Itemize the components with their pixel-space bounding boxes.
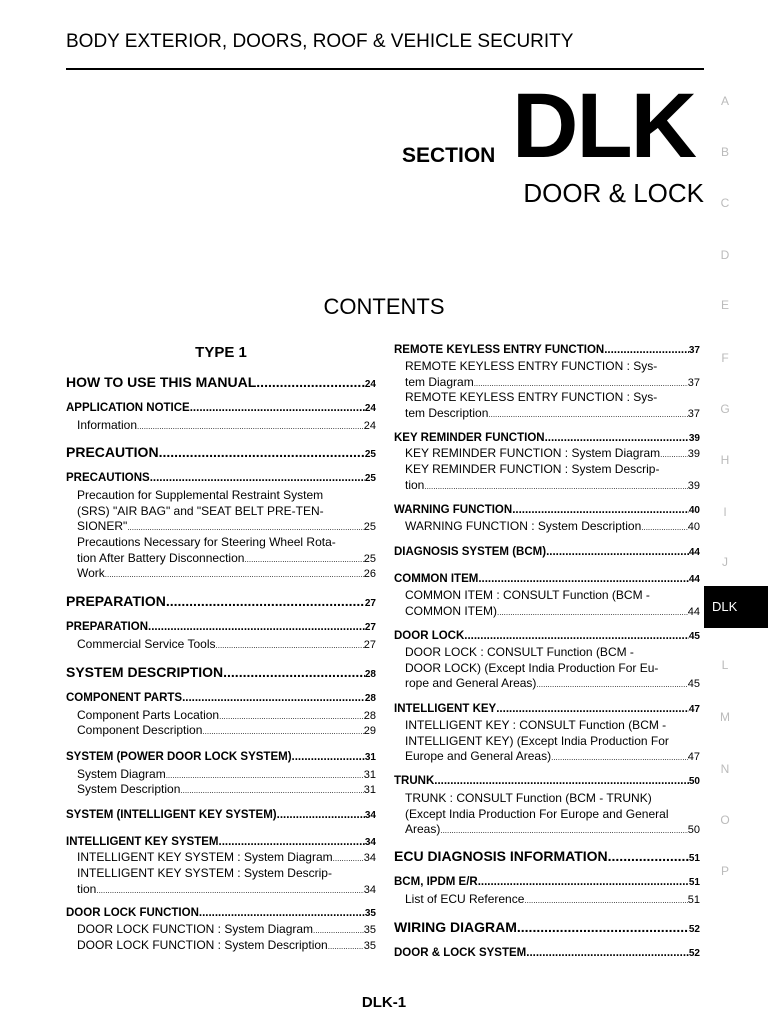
section-word: SECTION [402,144,496,167]
toc-entry[interactable] [66,938,376,955]
toc-entry[interactable] [394,892,700,909]
toc-leader-dots [434,775,689,787]
toc-page-number: 27 [364,598,376,609]
toc-entry[interactable] [394,344,700,356]
toc-entry-title: Work [77,566,105,580]
section-index-letter[interactable]: M [720,710,730,724]
toc-entry[interactable] [66,566,376,583]
toc-page-number: 40 [688,505,700,516]
toc-leader-dots [545,432,689,444]
toc-entry[interactable] [394,718,700,766]
toc-leader-dots [517,919,689,935]
toc-entry-wrap-line: COMMON ITEM : CONSULT Function (BCM - [405,588,650,602]
toc-entry[interactable] [394,546,700,558]
section-index-letter[interactable]: D [720,248,730,262]
toc-page-number: 44 [688,574,700,585]
toc-page-number: 31 [363,769,376,781]
toc-leader-dots [660,446,688,463]
toc-page-number: 34 [363,852,376,864]
toc-entry[interactable] [394,947,700,959]
toc-entry[interactable] [394,446,700,463]
toc-leader-dots [216,637,364,654]
toc-entry-title: WIRING DIAGRAM [394,919,517,935]
section-index-letter[interactable]: J [722,555,728,569]
toc-entry[interactable] [394,390,700,422]
toc-entry-title: DOOR LOCK FUNCTION : System Description [77,938,328,952]
toc-page-number: 35 [364,908,376,919]
toc-entry-wrap-line: (SRS) "AIR BAG" and "SEAT BELT PRE-TEN- [77,503,324,518]
toc-entry-title: SYSTEM (POWER DOOR LOCK SYSTEM) [66,751,292,763]
toc-entry-title: PREPARATION [66,621,148,633]
toc-page-number: 50 [687,824,700,836]
toc-entry[interactable] [66,418,376,435]
toc-entry-title: KEY REMINDER FUNCTION [394,432,545,444]
toc-entry[interactable] [66,637,376,654]
toc-entry-title: COMPONENT PARTS [66,692,183,704]
toc-entry-title: PRECAUTION [66,444,159,460]
toc-entry-title: WARNING FUNCTION [394,504,513,516]
toc-entry-title: tion [405,477,425,492]
toc-entry-title: Areas) [405,822,441,836]
toc-page-number: 39 [687,448,700,460]
toc-leader-dots [604,344,689,356]
toc-entry[interactable] [66,907,376,919]
toc-page-number: 28 [363,710,376,722]
toc-entry-title: DOOR & LOCK SYSTEM [394,947,527,959]
toc-entry[interactable] [394,432,700,444]
toc-leader-dots [497,604,688,621]
toc-entry-wrap-line: Precautions Necessary for Steering Wheel Rota- [77,535,336,549]
toc-leader-dots [190,402,365,414]
toc-entry-title: INTELLIGENT KEY SYSTEM : System Diagram [77,850,333,864]
section-index-letter[interactable]: H [720,453,730,467]
toc-page-number: 51 [688,853,700,864]
toc-entry[interactable] [66,488,376,536]
toc-leader-dots [488,406,687,423]
toc-leader-dots [182,692,365,704]
toc-entry-title: ECU DIAGNOSIS INFORMATION [394,848,608,864]
toc-entry-title: rope and General Areas) [405,676,537,690]
toc-page-number: 51 [687,894,700,906]
toc-entry[interactable] [394,775,700,787]
toc-leader-dots [277,809,365,821]
toc-entry[interactable] [394,919,700,935]
section-index-letter[interactable]: F [721,351,729,365]
toc-leader-dots [244,551,363,568]
section-subtitle: DOOR & LOCK [523,178,704,208]
toc-entry[interactable] [66,472,376,484]
toc-entry[interactable] [66,809,376,821]
toc-entry-title: SYSTEM (INTELLIGENT KEY SYSTEM) [66,809,277,821]
toc-leader-dots [524,892,687,909]
toc-entry-title: SIONER" [77,519,128,533]
toc-leader-dots [137,418,364,435]
toc-page-number: 24 [364,403,376,414]
toc-leader-dots [292,751,365,763]
toc-entry-title: tem Diagram [405,374,474,389]
type-label: TYPE 1 [195,344,247,361]
toc-entry[interactable] [66,751,376,763]
toc-entry-title: REMOTE KEYLESS ENTRY FUNCTION [394,344,605,356]
toc-page-number: 31 [363,784,376,796]
toc-entry-title: DOOR LOCK FUNCTION [66,907,199,919]
toc-page-number: 35 [363,924,376,936]
toc-entry-title: Component Parts Location [77,708,220,722]
toc-page-number: 47 [688,704,700,715]
toc-page-number: 39 [688,433,700,444]
toc-entry-wrap-line: INTELLIGENT KEY SYSTEM : System Descrip- [77,866,332,880]
toc-entry[interactable] [66,692,376,704]
section-index-letter[interactable]: G [720,402,730,416]
section-index-letter[interactable]: I [723,505,727,519]
toc-leader-dots [424,478,687,495]
toc-page-number: 25 [364,473,376,484]
header-divider [66,68,704,70]
toc-page-number: 25 [364,449,376,460]
toc-entry-title: System Diagram [77,767,166,781]
toc-leader-dots [464,630,689,642]
toc-entry-title: tion After Battery Disconnection [77,550,245,565]
toc-entry[interactable] [66,723,376,740]
toc-entry[interactable] [394,588,700,620]
toc-entry[interactable] [66,782,376,799]
toc-entry-title: COMMON ITEM) [405,603,497,618]
toc-entry[interactable] [66,850,376,867]
toc-entry-wrap-line: DOOR LOCK : CONSULT Function (BCM - [405,645,634,659]
toc-page-number: 45 [687,678,700,690]
toc-leader-dots [105,566,364,583]
toc-page-number: 37 [687,376,700,389]
toc-entry-title: WARNING FUNCTION : System Description [405,519,642,533]
toc-page-number: 26 [363,568,376,580]
toc-page-number: 47 [687,751,700,763]
toc-entry-title: KEY REMINDER FUNCTION : System Diagram [405,446,661,460]
toc-page-number: 27 [363,639,376,651]
toc-entry[interactable] [394,848,700,864]
toc-page-number: 25 [363,521,376,533]
toc-page-number: 51 [688,877,700,888]
toc-leader-dots [526,947,689,959]
section-index-letter[interactable]: B [720,145,729,159]
toc-entry-title: HOW TO USE THIS MANUAL [66,374,257,390]
section-index-letter[interactable]: A [720,94,729,108]
toc-entry-title: SYSTEM DESCRIPTION [66,664,224,680]
toc-page-number: 52 [688,924,700,935]
toc-page-number: 39 [687,479,700,492]
toc-entry-title: PREPARATION [66,593,166,609]
toc-entry[interactable] [66,402,376,414]
section-code: DLK [512,75,696,177]
toc-entry-wrap-line: INTELLIGENT KEY) (Except India Production For [405,733,669,748]
toc-leader-dots [313,922,364,939]
toc-page-number: 50 [688,776,700,787]
toc-entry[interactable] [394,876,700,888]
section-index-letter[interactable]: P [720,864,729,878]
toc-leader-dots [159,444,365,460]
toc-entry-title: Information [77,418,138,432]
toc-page-number: 34 [364,810,376,821]
toc-entry[interactable] [66,593,376,609]
toc-page-number: 27 [364,622,376,633]
toc-page-number: 28 [364,669,376,680]
section-index-letter[interactable]: E [720,298,729,312]
toc-leader-dots [219,836,365,848]
toc-page-number: 29 [363,725,376,737]
toc-page-number: 37 [688,345,700,356]
toc-leader-dots [328,938,364,955]
toc-page-number: 34 [363,883,376,896]
toc-entry[interactable] [66,836,376,848]
toc-entry-title: System Description [77,782,181,796]
toc-leader-dots [166,593,365,609]
toc-leader-dots [127,519,363,536]
manual-header-title: BODY EXTERIOR, DOORS, ROOF & VEHICLE SECURITY [66,31,574,52]
toc-leader-dots [180,782,363,799]
toc-page-number: 31 [364,752,376,763]
toc-entry-title: Component Description [77,723,203,737]
toc-entry-title: tion [77,881,97,896]
toc-leader-dots [496,703,689,715]
toc-entry-title: PRECAUTIONS [66,472,150,484]
toc-entry-wrap-line: (Except India Production For Europe and General [405,806,669,821]
section-index-letter[interactable]: L [721,658,729,672]
toc-entry[interactable] [394,703,700,715]
toc-entry-title: BCM, IPDM E/R [394,876,478,888]
toc-page-number: 25 [363,552,376,565]
toc-entry-wrap-line: KEY REMINDER FUNCTION : System Descrip- [405,462,660,476]
section-index-letter[interactable]: N [720,762,730,776]
toc-entry-title: List of ECU Reference [405,892,525,906]
toc-entry-title: DOOR LOCK [394,630,465,642]
toc-entry-title: tem Description [405,405,489,420]
toc-leader-dots [333,850,364,867]
toc-entry-title: TRUNK [394,775,435,787]
toc-entry[interactable] [394,573,700,585]
toc-page-number: 44 [687,605,700,618]
toc-page-number: 24 [363,420,376,432]
toc-entry-title: DIAGNOSIS SYSTEM (BCM) [394,546,547,558]
toc-entry[interactable] [394,462,700,494]
toc-entry[interactable] [66,922,376,939]
section-index-letter[interactable]: O [720,813,730,827]
toc-page-number: 24 [364,379,376,390]
toc-entry-title: DOOR LOCK FUNCTION : System Diagram [77,922,314,936]
toc-entry-wrap-line: INTELLIGENT KEY : CONSULT Function (BCM - [405,718,667,732]
toc-leader-dots [96,882,363,899]
toc-entry-wrap-line: TRUNK : CONSULT Function (BCM - TRUNK) [405,791,652,805]
toc-entry-title: Europe and General Areas) [405,749,552,763]
toc-page-number: 45 [688,631,700,642]
toc-entry[interactable] [394,504,700,516]
toc-page-number: 44 [688,547,700,558]
toc-page-number: 37 [687,407,700,420]
toc-entry-title: Commercial Service Tools [77,637,216,651]
toc-entry[interactable] [394,630,700,642]
toc-entry[interactable] [394,359,700,391]
toc-entry-wrap-line: DOOR LOCK) (Except India Production For Eu- [405,660,659,675]
toc-leader-dots [536,676,687,693]
toc-leader-dots [256,374,365,390]
toc-leader-dots [148,621,365,633]
section-index-letter[interactable]: C [720,196,730,210]
toc-entry-title: APPLICATION NOTICE [66,402,190,414]
toc-page-number: 35 [363,940,376,952]
toc-entry-title: INTELLIGENT KEY [394,703,497,715]
toc-leader-dots [478,876,689,888]
toc-leader-dots [641,519,688,536]
toc-entry[interactable] [394,519,700,536]
toc-leader-dots [440,822,687,839]
toc-entry-title: INTELLIGENT KEY SYSTEM [66,836,219,848]
toc-leader-dots [608,848,689,864]
toc-entry-wrap-line: REMOTE KEYLESS ENTRY FUNCTION : Sys- [405,359,658,373]
toc-entry[interactable] [66,866,376,898]
toc-entry[interactable] [66,621,376,633]
toc-page-number: 40 [687,521,700,533]
toc-entry[interactable] [66,664,376,680]
toc-entry[interactable] [66,535,376,567]
toc-leader-dots [202,723,363,740]
page-number-footer: DLK-1 [361,994,407,1011]
toc-page-number: 28 [364,693,376,704]
toc-entry[interactable] [66,374,376,390]
toc-leader-dots [150,472,365,484]
toc-leader-dots [546,546,689,558]
toc-entry-title: COMMON ITEM [394,573,479,585]
toc-page-number: 34 [364,837,376,848]
toc-leader-dots [474,375,688,392]
toc-entry[interactable] [394,645,700,693]
toc-entry[interactable] [394,791,700,839]
toc-page-number: 52 [688,948,700,959]
active-section-tab[interactable]: DLK [704,586,768,628]
toc-leader-dots [478,573,689,585]
toc-leader-dots [199,907,365,919]
toc-leader-dots [512,504,689,516]
toc-entry-wrap-line: REMOTE KEYLESS ENTRY FUNCTION : Sys- [405,390,658,404]
toc-entry-wrap-line: Precaution for Supplemental Restraint System [77,488,324,502]
toc-leader-dots [223,664,365,680]
contents-heading: CONTENTS [323,294,445,319]
toc-leader-dots [551,749,688,766]
toc-entry[interactable] [66,444,376,460]
